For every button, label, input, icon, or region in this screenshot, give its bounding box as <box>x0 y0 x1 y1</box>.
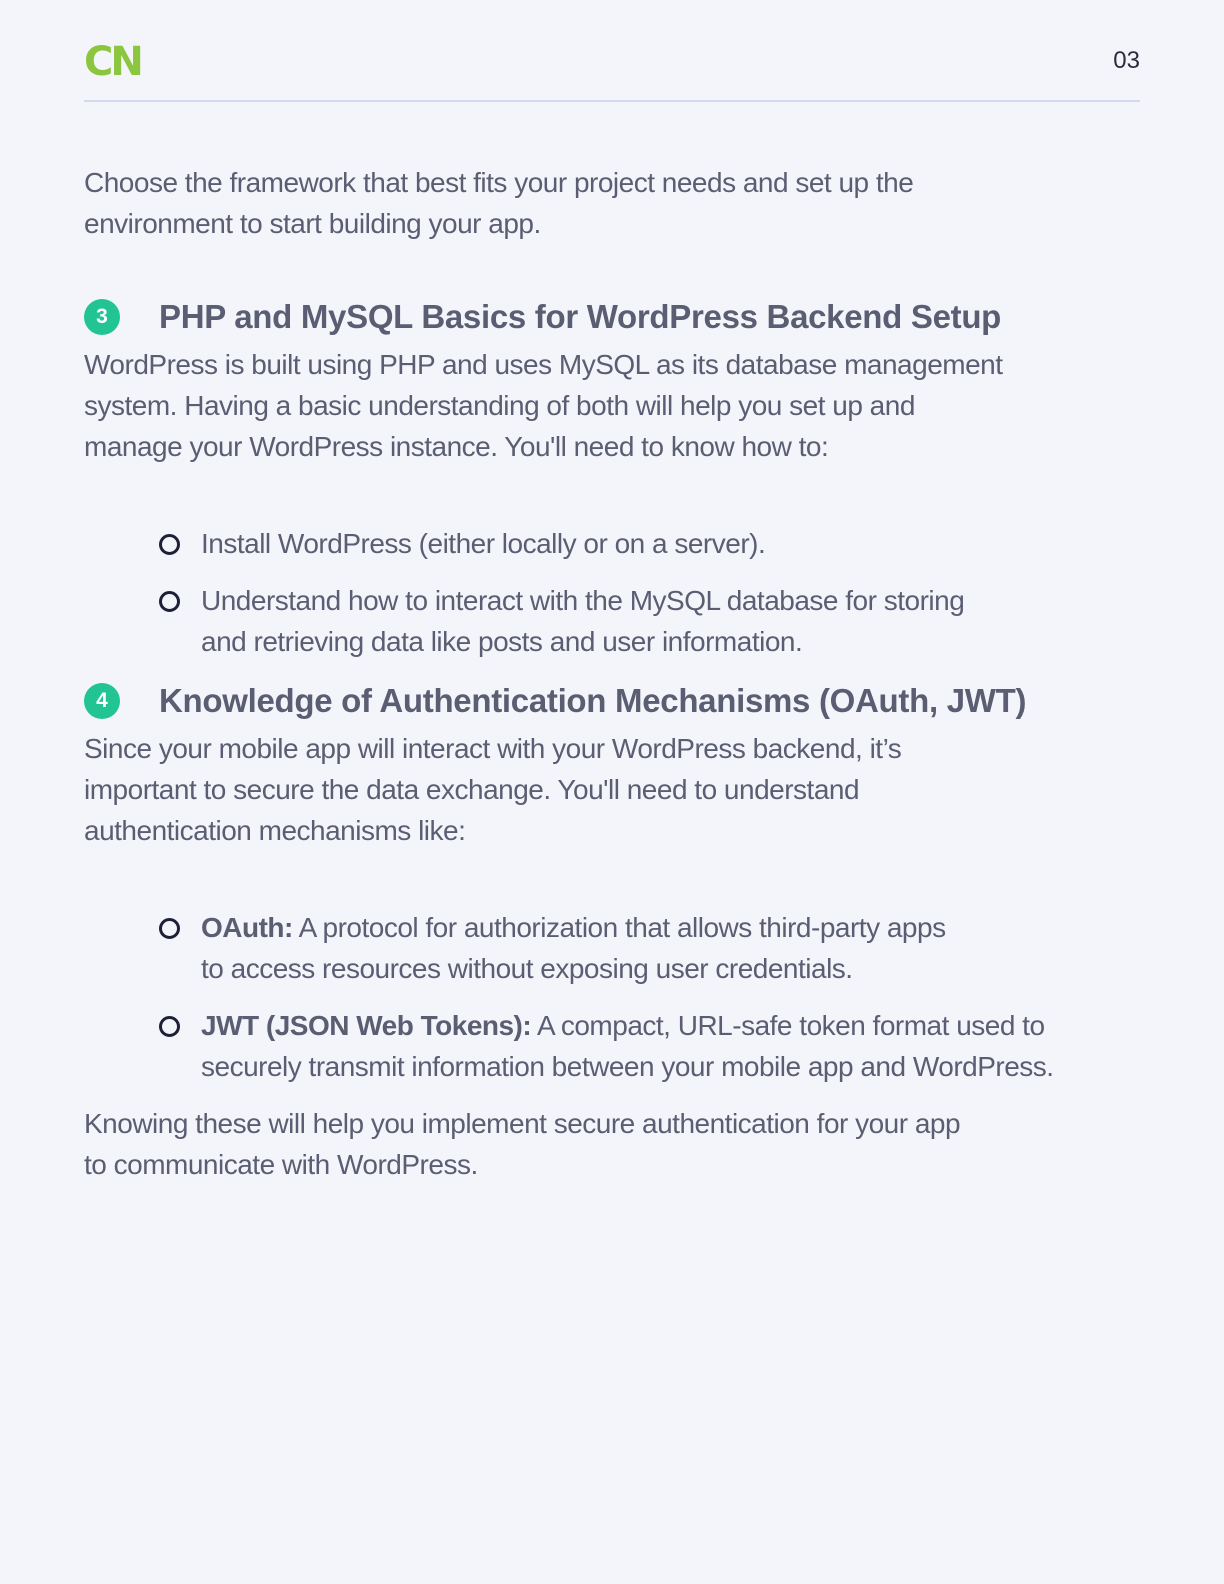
page-header <box>84 40 1140 102</box>
section-3-line-2: system. Having a basic understanding of both will help you set up and <box>84 390 915 421</box>
page-content <box>84 162 1144 1185</box>
section-4-line-3: authentication mechanisms like: <box>84 815 466 846</box>
page-number: 03 <box>1113 47 1140 74</box>
intro-line-1: Choose the framework that best fits your project needs and set up the <box>84 167 914 198</box>
closing-line-1: Knowing these will help you implement secure authentication for your app <box>84 1108 961 1139</box>
closing-paragraph <box>84 1103 1144 1185</box>
logo: CN <box>84 39 141 85</box>
section-3-heading <box>84 294 1144 340</box>
list-item <box>159 907 1144 989</box>
bullet-term: JWT (JSON Web Tokens): <box>201 1010 532 1041</box>
circle-bullet-icon <box>159 918 180 939</box>
bullet-text: to access resources without exposing user credentials. <box>201 953 853 984</box>
list-item <box>159 523 1144 564</box>
section-4-line-2: important to secure the data exchange. You'll need to understand <box>84 774 860 805</box>
section-4-title: Knowledge of Authentication Mechanisms (OAuth, JWT) <box>159 682 1027 719</box>
bullet-text: Understand how to interact with the MySQL database for storing <box>201 585 965 616</box>
bullet-text: securely transmit information between your mobile app and WordPress. <box>201 1051 1054 1082</box>
bullet-text: and retrieving data like posts and user information. <box>201 626 803 657</box>
bullet-text: Install WordPress (either locally or on a server). <box>201 528 766 559</box>
bullet-term: OAuth: <box>201 912 293 943</box>
section-4-paragraph <box>84 728 1144 851</box>
circle-bullet-icon <box>159 1016 180 1037</box>
circle-bullet-icon <box>159 591 180 612</box>
section-3-paragraph <box>84 344 1144 467</box>
section-4-number-badge: 4 <box>84 683 120 719</box>
intro-line-2: environment to start building your app. <box>84 208 541 239</box>
section-3-line-3: manage your WordPress instance. You'll need to know how to: <box>84 431 829 462</box>
list-item <box>159 580 1144 662</box>
section-3-line-1: WordPress is built using PHP and uses MySQL as its database management <box>84 349 1003 380</box>
bullet-text: A protocol for authorization that allows third-party apps <box>292 912 946 943</box>
section-3-title: PHP and MySQL Basics for WordPress Backend Setup <box>159 298 1002 335</box>
section-4-bullet-list <box>84 907 1144 1087</box>
section-4-line-1: Since your mobile app will interact with your WordPress backend, it’s <box>84 733 902 764</box>
intro-paragraph <box>84 162 1144 244</box>
section-3-bullet-list <box>84 523 1144 662</box>
circle-bullet-icon <box>159 534 180 555</box>
bullet-text: A compact, URL-safe token format used to <box>531 1010 1045 1041</box>
section-3-number-badge: 3 <box>84 299 120 335</box>
section-4-heading <box>84 678 1144 724</box>
list-item <box>159 1005 1144 1087</box>
closing-line-2: to communicate with WordPress. <box>84 1149 478 1180</box>
